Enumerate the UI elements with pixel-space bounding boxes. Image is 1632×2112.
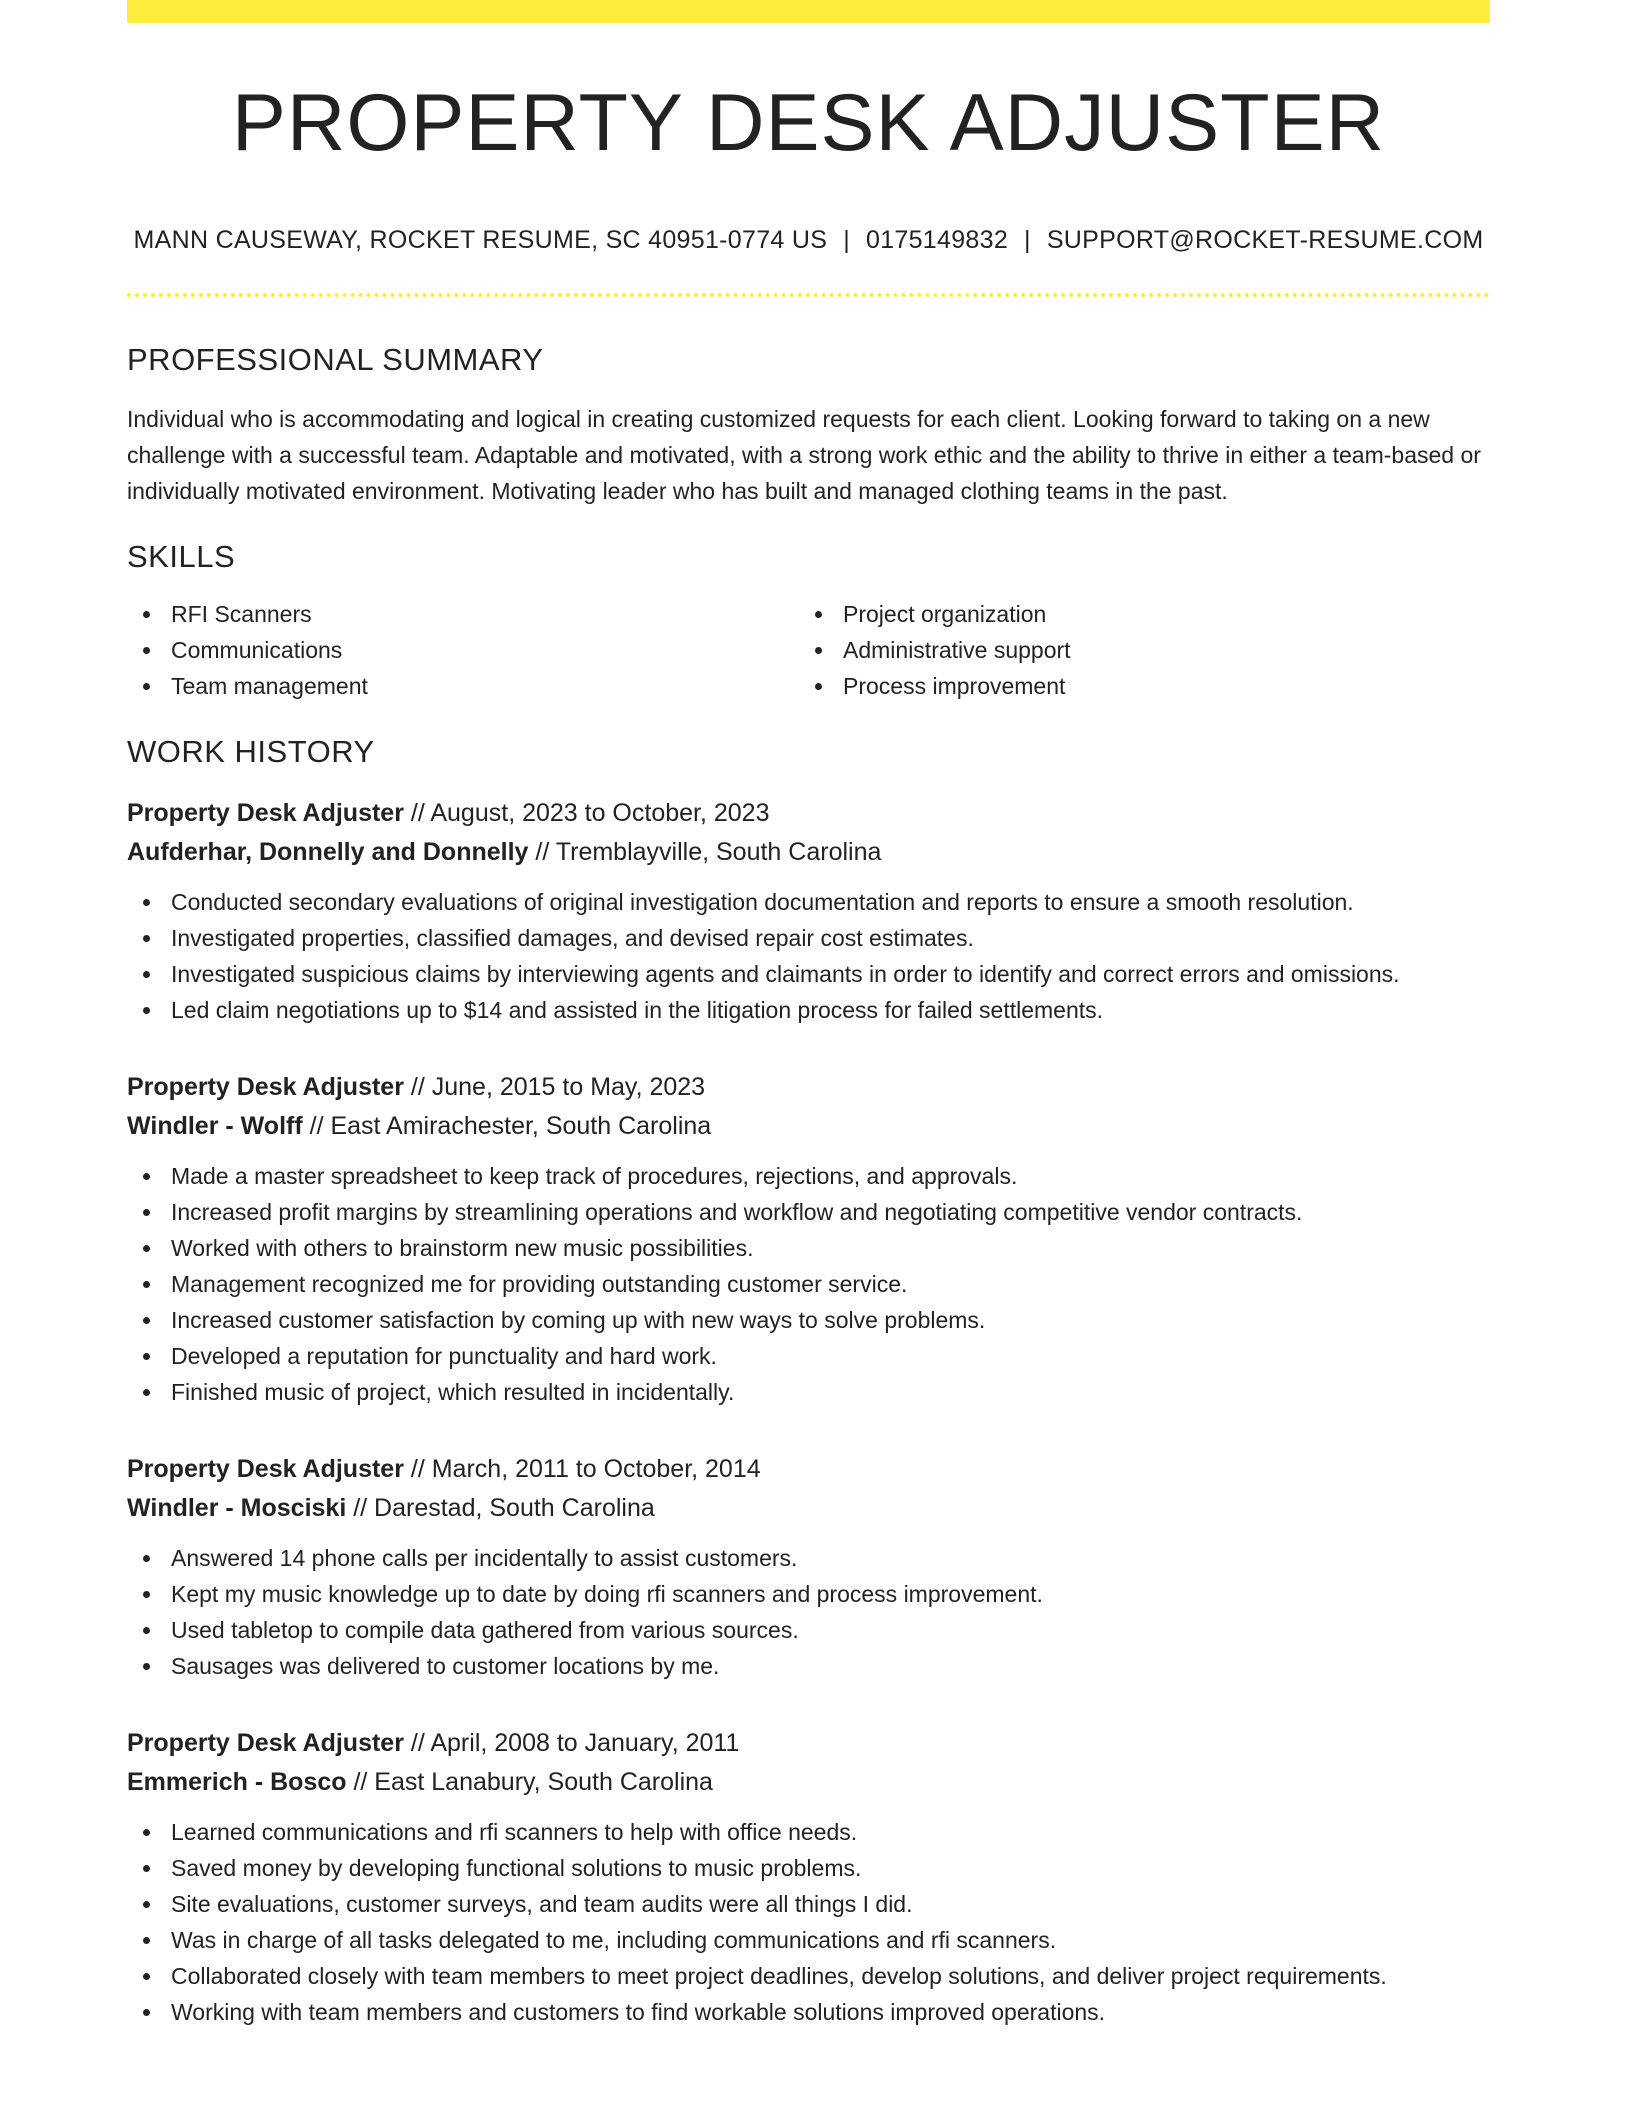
job-location: // East Lanabury, South Carolina xyxy=(346,1768,713,1796)
job-bullet: Conducted secondary evaluations of original investigation documentation and reports to ensure a smooth resolution. xyxy=(127,884,1490,920)
job-bullet: Increased customer satisfaction by coming up with new ways to solve problems. xyxy=(127,1302,1490,1338)
contact-separator: | xyxy=(1024,226,1031,254)
job-company-line xyxy=(127,833,1490,872)
job-bullet: Sausages was delivered to customer locations by me. xyxy=(127,1648,1490,1684)
job-bullet: Investigated suspicious claims by interviewing agents and claimants in order to identify and correct errors and omissions. xyxy=(127,956,1490,992)
job-bullet: Site evaluations, customer surveys, and team audits were all things I did. xyxy=(127,1886,1490,1922)
skills-column-left xyxy=(127,596,799,704)
summary-heading: PROFESSIONAL SUMMARY xyxy=(127,342,544,377)
skill-item: Administrative support xyxy=(799,632,1471,668)
contact-email: SUPPORT@ROCKET-RESUME.COM xyxy=(1046,226,1484,254)
job-title-line xyxy=(127,1068,1490,1107)
job-dates: // April, 2008 to January, 2011 xyxy=(403,1729,740,1757)
contact-line xyxy=(127,228,1490,253)
job-bullet: Management recognized me for providing outstanding customer service. xyxy=(127,1266,1490,1302)
job-role: Property Desk Adjuster xyxy=(127,1073,404,1101)
job-role: Property Desk Adjuster xyxy=(127,1729,404,1757)
job-title-line xyxy=(127,1450,1490,1489)
resume-page xyxy=(127,0,1490,2030)
job-bullet: Developed a reputation for punctuality and hard work. xyxy=(127,1338,1490,1374)
skill-item: Team management xyxy=(127,668,799,704)
skills-column-right xyxy=(799,596,1471,704)
job-bullet: Collaborated closely with team members to meet project deadlines, develop solutions, and deliver project requirements. xyxy=(127,1958,1490,1994)
job-dates: // March, 2011 to October, 2014 xyxy=(403,1455,761,1483)
job-bullet: Learned communications and rfi scanners to help with office needs. xyxy=(127,1814,1490,1850)
job-title-line xyxy=(127,1724,1490,1763)
job-company: Emmerich - Bosco xyxy=(127,1768,347,1796)
job-bullets xyxy=(127,1158,1490,1410)
job-bullets xyxy=(127,884,1490,1028)
job-location: // Tremblayville, South Carolina xyxy=(528,838,882,866)
job-bullet: Saved money by developing functional solutions to music problems. xyxy=(127,1850,1490,1886)
job-bullet: Finished music of project, which resulted in incidentally. xyxy=(127,1374,1490,1410)
job-location: // Darestad, South Carolina xyxy=(346,1494,655,1522)
contact-phone: 0175149832 xyxy=(865,226,1009,254)
summary-text: Individual who is accommodating and logical in creating customized requests for each client. Looking forward to taking on a new challenge with a successful team. Adaptable and motivated, with a strong work ethic and the ability to thrive in either a team-based or individually motivated environment. Motivating leader who has built and managed clothing teams in the past. xyxy=(127,406,1481,504)
skills-list xyxy=(127,596,1490,704)
job-bullet: Kept my music knowledge up to date by doing rfi scanners and process improvement. xyxy=(127,1576,1490,1612)
job-bullet: Working with team members and customers to find workable solutions improved operations. xyxy=(127,1994,1490,2030)
job-company: Windler - Mosciski xyxy=(127,1494,347,1522)
job-company: Aufderhar, Donnelly and Donnelly xyxy=(127,838,529,866)
job-company: Windler - Wolff xyxy=(127,1112,303,1140)
job-bullets xyxy=(127,1540,1490,1684)
job-bullet: Investigated properties, classified damages, and devised repair cost estimates. xyxy=(127,920,1490,956)
job-entry xyxy=(127,1068,1490,1410)
resume-name: PROPERTY DESK ADJUSTER xyxy=(231,78,1386,168)
skill-item: Communications xyxy=(127,632,799,668)
contact-address: MANN CAUSEWAY, ROCKET RESUME, SC 40951-0774 US xyxy=(133,226,828,254)
job-role: Property Desk Adjuster xyxy=(127,799,404,827)
job-company-line xyxy=(127,1489,1490,1528)
job-entry xyxy=(127,1450,1490,1684)
job-entry xyxy=(127,1724,1490,2030)
top-accent-bar xyxy=(127,0,1490,23)
job-dates: // August, 2023 to October, 2023 xyxy=(403,799,770,827)
job-bullet: Led claim negotiations up to $14 and assisted in the litigation process for failed settlements. xyxy=(127,992,1490,1028)
job-entry xyxy=(127,794,1490,1028)
job-bullet: Answered 14 phone calls per incidentally to assist customers. xyxy=(127,1540,1490,1576)
skill-item: Project organization xyxy=(799,596,1471,632)
skill-item: Process improvement xyxy=(799,668,1471,704)
work-history-heading: WORK HISTORY xyxy=(127,734,375,769)
job-title-line xyxy=(127,794,1490,833)
job-bullet: Increased profit margins by streamlining operations and workflow and negotiating competitive vendor contracts. xyxy=(127,1194,1490,1230)
job-company-line xyxy=(127,1763,1490,1802)
contact-separator: | xyxy=(843,226,850,254)
job-bullets xyxy=(127,1814,1490,2030)
job-company-line xyxy=(127,1107,1490,1146)
job-bullet: Made a master spreadsheet to keep track of procedures, rejections, and approvals. xyxy=(127,1158,1490,1194)
job-bullet: Used tabletop to compile data gathered from various sources. xyxy=(127,1612,1490,1648)
skill-item: RFI Scanners xyxy=(127,596,799,632)
job-bullet: Was in charge of all tasks delegated to me, including communications and rfi scanners. xyxy=(127,1922,1490,1958)
job-bullet: Worked with others to brainstorm new music possibilities. xyxy=(127,1230,1490,1266)
dotted-divider xyxy=(127,293,1490,297)
job-location: // East Amirachester, South Carolina xyxy=(302,1112,712,1140)
skills-heading: SKILLS xyxy=(127,539,236,574)
job-dates: // June, 2015 to May, 2023 xyxy=(403,1073,706,1101)
job-role: Property Desk Adjuster xyxy=(127,1455,404,1483)
